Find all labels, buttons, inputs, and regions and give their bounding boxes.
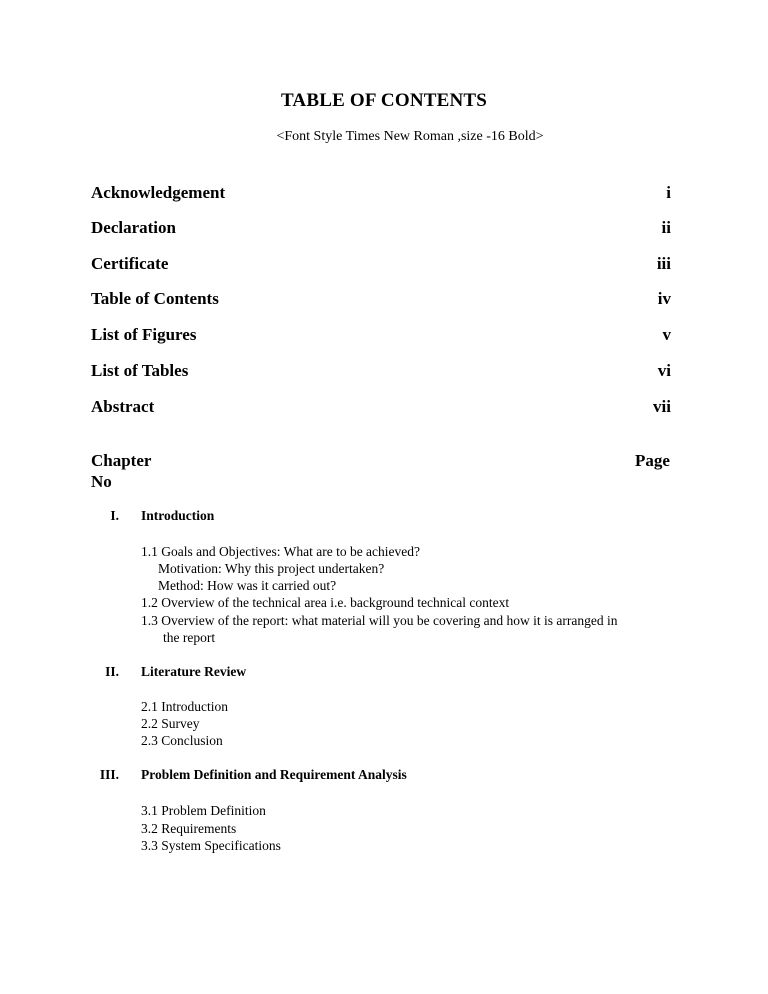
toc-entry-label: List of Tables: [91, 361, 189, 380]
toc-entry-declaration: [91, 218, 671, 242]
toc-entry-label: Table of Contents: [91, 289, 219, 308]
toc-entry-page: ii: [661, 218, 671, 237]
toc-entry-list-of-figures: [91, 325, 671, 349]
section-line: the report: [163, 630, 216, 645]
toc-entry-abstract: [91, 397, 671, 421]
toc-entry-label: Acknowledgement: [91, 183, 226, 202]
section-line: 1.1 Goals and Objectives: What are to be achieved?: [141, 544, 421, 559]
toc-entry-page: iv: [657, 289, 671, 308]
section-line: 3.2 Requirements: [141, 821, 237, 836]
chapter-title: Problem Definition and Requirement Analysis: [141, 767, 407, 782]
chapter-column-header: [91, 450, 151, 492]
toc-entry-page: vi: [657, 361, 671, 380]
section-line: 1.2 Overview of the technical area i.e. background technical context: [141, 595, 510, 610]
chapter-header-line1: Chapter: [91, 451, 152, 470]
toc-entry-label: Certificate: [91, 254, 169, 273]
toc-entry-page: v: [662, 325, 671, 344]
page-title: TABLE OF CONTENTS: [280, 90, 488, 111]
chapter-title: Introduction: [141, 508, 215, 523]
chapter-number: II.: [105, 664, 119, 679]
section-line: Motivation: Why this project undertaken?: [158, 561, 385, 576]
toc-entry-label: List of Figures: [91, 325, 197, 344]
toc-entry-acknowledgement: [91, 183, 671, 207]
section-line: 2.1 Introduction: [141, 699, 228, 714]
toc-entry-page: vii: [653, 397, 671, 416]
chapter-number: III.: [99, 767, 119, 782]
font-style-note: <Font Style Times New Roman ,size -16 Bold>: [276, 129, 544, 144]
section-line: 2.3 Conclusion: [141, 733, 223, 748]
section-line: 3.1 Problem Definition: [141, 803, 266, 818]
section-line: 2.2 Survey: [141, 716, 200, 731]
toc-entry-certificate: [91, 254, 671, 278]
toc-entry-page: i: [666, 183, 671, 202]
section-line: 1.3 Overview of the report: what material will you be covering and how it is arranged in: [141, 613, 618, 628]
page-column-header: Page: [635, 451, 670, 470]
toc-entry-label: Declaration: [91, 218, 176, 237]
toc-entry-label: Abstract: [91, 397, 155, 416]
chapter-title: Literature Review: [141, 664, 247, 679]
chapter-header-line2: No: [91, 472, 112, 491]
toc-entry-list-of-tables: [91, 361, 671, 385]
section-line: 3.3 System Specifications: [141, 838, 281, 853]
chapter-number: I.: [110, 508, 119, 523]
toc-entry-table-of-contents: [91, 289, 671, 313]
toc-entry-page: iii: [656, 254, 671, 273]
section-line: Method: How was it carried out?: [158, 578, 337, 593]
